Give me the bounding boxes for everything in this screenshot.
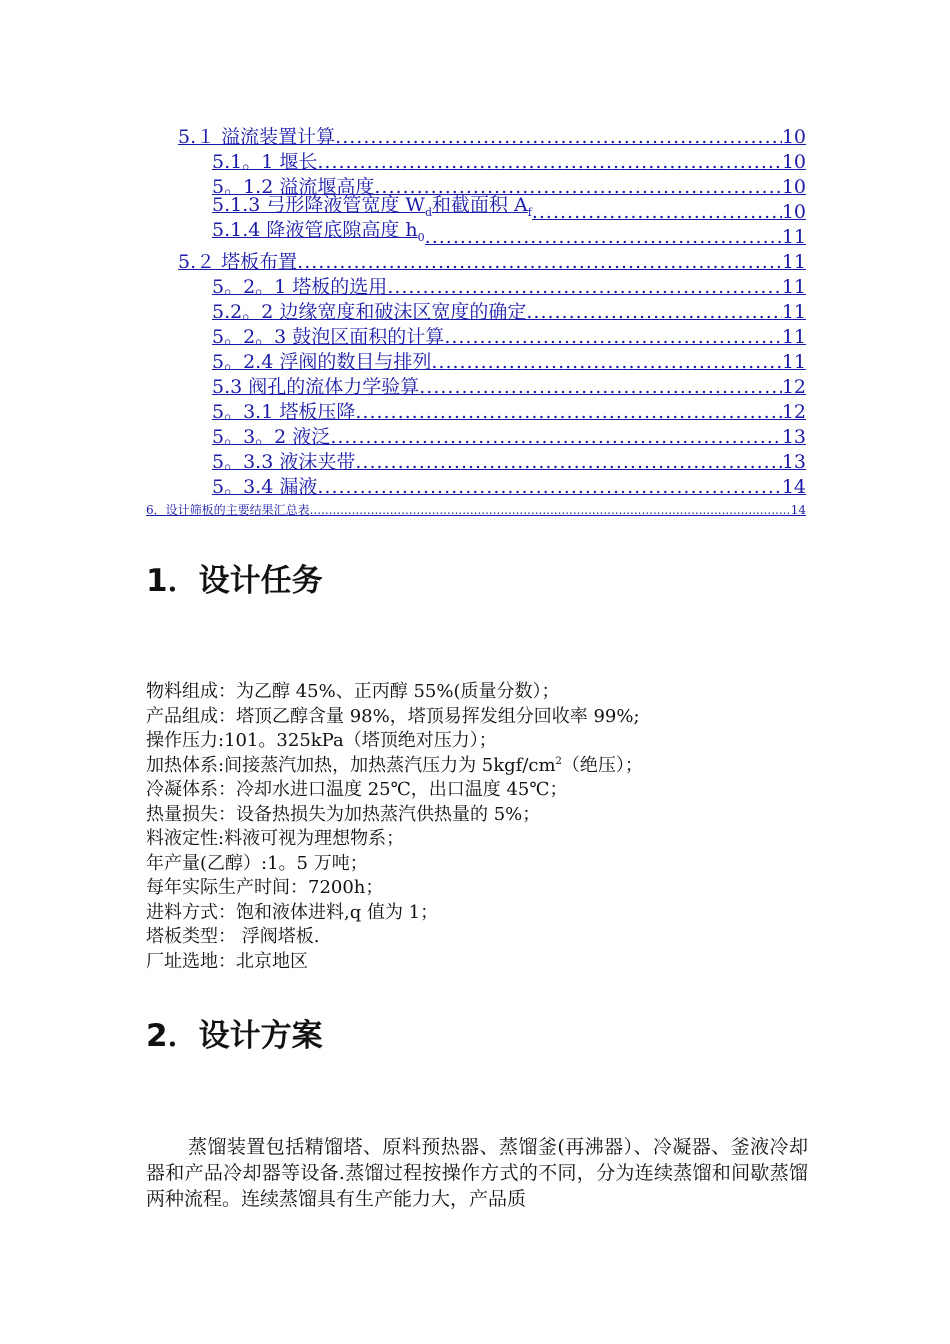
toc-page: 11 [781,251,806,273]
toc-leader [297,250,782,275]
toc-leader [425,225,782,250]
toc-leader [526,300,781,325]
toc-title: 5。1.2 溢流堰高度 [212,176,375,198]
toc-link-5-2[interactable] [146,250,806,275]
toc-leader [355,450,781,475]
spec-line: 年产量(乙醇）:1。5 万吨； [146,852,368,874]
toc-title: 5。3。2 液泛 [212,426,331,448]
toc-link-5-3-3[interactable] [146,450,806,475]
toc-page: 13 [781,451,806,473]
toc-title-part: 和截面积 A [432,194,528,217]
spec-line: 操作压力:101。325kPa（塔顶绝对压力）； [146,730,497,751]
toc-page: 13 [781,426,806,448]
toc-leader [335,125,782,150]
toc-leader [317,150,781,175]
toc-leader [532,200,782,225]
spec-line: 热量损失：设备热损失为加热蒸汽供热量的 5%； [146,803,541,825]
toc-title: 5。2。3 鼓泡区面积的计算 [212,326,445,348]
spec-text: 加热体系:间接蒸汽加热，加热蒸汽压力为 5kgf/cm [146,754,556,776]
spec-line: 塔板类型： 浮阀塔板. [146,926,320,947]
toc-page: 10 [781,201,806,223]
toc-title: 5。2.4 浮阀的数目与排列 [212,351,432,373]
spec-line: 每年实际生产时间：7200h； [146,877,384,898]
toc-title-part: 5.1.4 降液管底隙高度 h [212,219,418,242]
toc-page: 14 [790,503,806,517]
superscript: 2 [555,755,562,767]
design-task-list [146,680,806,974]
toc-link-5-3-2[interactable] [146,425,806,450]
toc-link-5-2-4[interactable] [146,350,806,375]
toc-page: 10 [781,126,806,148]
toc-page: 10 [781,151,806,173]
spec-line [146,754,806,779]
toc-link-5-2-2[interactable] [146,300,806,325]
toc-title: 5。3.1 塔板压降 [212,401,356,423]
spec-text: （绝压）； [561,754,643,776]
toc-title: 5.2。2 边缘宽度和破沫区宽度的确定 [212,301,527,323]
spec-line: 产品组成：塔顶乙醇含量 98%，塔顶易挥发组分回收率 99%; [146,705,640,727]
toc-leader [330,425,782,450]
toc-page: 11 [781,351,806,373]
toc-page: 11 [781,226,806,248]
toc-title-subscript: f [527,206,532,219]
toc-link-5-1-1[interactable] [146,150,806,175]
toc-page: 11 [781,301,806,323]
toc-leader [387,275,782,300]
toc-link-5-1-4[interactable] [146,219,806,250]
toc-title: 5.２ 塔板布置 [178,251,298,273]
spec-line: 进料方式：饱和液体进料,q 值为 1； [146,901,439,923]
toc-leader [431,350,781,375]
spec-line: 料液定性:料液可视为理想物系； [146,828,405,849]
toc-leader [444,325,782,350]
toc-page: 12 [781,376,806,398]
toc-title: 5.１ 溢流装置计算 [178,126,336,148]
toc-title-subscript: d [424,206,432,219]
toc-link-5-2-1[interactable] [146,275,806,300]
toc-leader [317,475,781,500]
toc-leader [310,502,791,518]
section-1-heading: 1．设计任务 [146,563,323,599]
spec-line: 物料组成：为乙醇 45%、正丙醇 55%(质量分数）； [146,681,560,702]
toc-title: 5.3 阀孔的流体力学验算 [212,376,420,398]
toc-leader [419,375,782,400]
toc-leader [355,400,781,425]
toc-link-6[interactable] [146,502,806,518]
toc-page: 11 [781,326,806,348]
toc-title: 5.1。1 堰长 [212,151,318,173]
section-2-heading: 2．设计方案 [146,1018,323,1054]
table-of-contents [146,125,806,518]
toc-title: 5。3.3 液沫夹带 [212,451,356,473]
toc-title: 5。3.4 漏液 [212,476,318,498]
spec-line: 厂址选地：北京地区 [146,950,308,972]
spec-line: 冷凝体系：冷却水进口温度 25℃，出口温度 45℃； [146,779,568,800]
toc-title: 6．设计筛板的主要结果汇总表 [146,503,310,517]
toc-title-subscript: 0 [417,231,425,244]
toc-link-5-3-1[interactable] [146,400,806,425]
toc-link-5-1[interactable] [146,125,806,150]
toc-link-5-2-3[interactable] [146,325,806,350]
toc-page: 14 [781,476,806,498]
design-plan-paragraph: 蒸馏装置包括精馏塔、原料预热器、蒸馏釜(再沸器）、冷凝器、釜液冷却器和产品冷却器等设备.蒸馏过程按操作方式的不同，分为连续蒸馏和间歇蒸馏两种流程。连续蒸馏具有生产能力大，产品质 [146,1136,808,1210]
toc-link-5-3[interactable] [146,375,806,400]
toc-title: 5。2。1 塔板的选用 [212,276,388,298]
toc-page: 10 [781,176,806,198]
toc-title [212,218,425,250]
toc-page: 11 [781,276,806,298]
toc-page: 12 [781,401,806,423]
toc-link-5-3-4[interactable] [146,475,806,500]
toc-title-part: 5.1.3 弓形降液管宽度 W [212,194,425,217]
